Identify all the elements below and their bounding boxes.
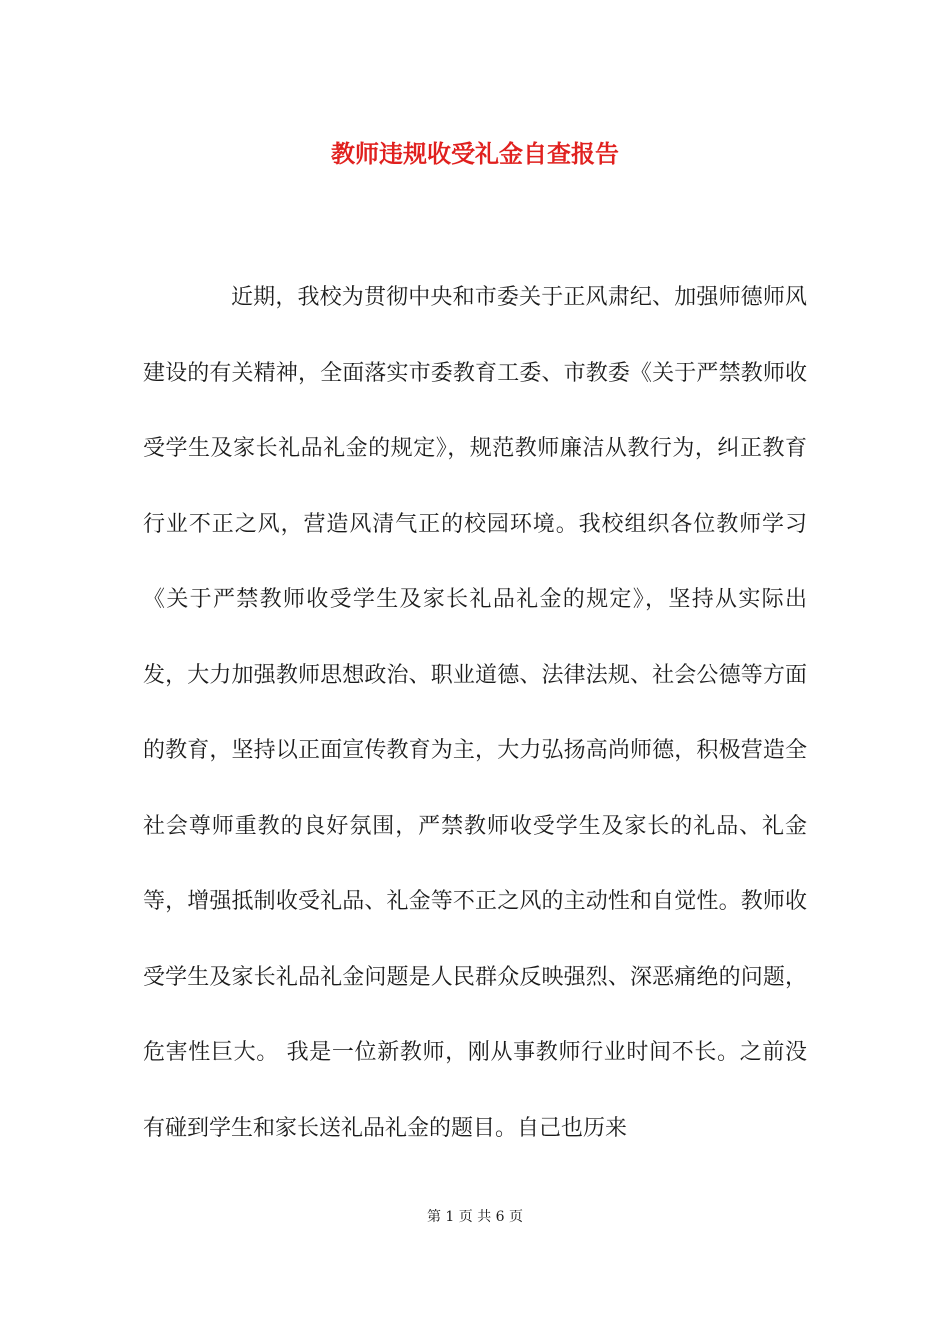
- document-title: 教师违规收受礼金自查报告: [331, 139, 619, 168]
- body-paragraph: 近期，我校为贯彻中央和市委关于正风肃纪、加强师德师风建设的有关精神，全面落实市委教育工委、市教委《关于严禁教师收受学生及家长礼品礼金的规定》，规范教师廉洁从教行为，纠正教育行业不正之风，营造风清气正的校园环境。我校组织各位教师学习《关于严禁教师收受学生及家长礼品礼金的规定》，坚持从实际出发，大力加强教师思想政治、职业道德、法律法规、社会公德等方面的教育，坚持以正面宣传教育为主，大力弘扬高尚师德，积极营造全社会尊师重教的良好氛围，严禁教师收受学生及家长的礼品、礼金等，增强抵制收受礼品、礼金等不正之风的主动性和自觉性。教师收受学生及家长礼品礼金问题是人民群众反映强烈、深恶痛绝的问题，危害性巨大。 我是一位新教师，刚从事教师行业时间不长。之前没有碰到学生和家长送礼品礼金的题目。自己也历来: [143, 285, 807, 1141]
- page-number-footer: 第 1 页 共 6 页: [426, 1209, 524, 1225]
